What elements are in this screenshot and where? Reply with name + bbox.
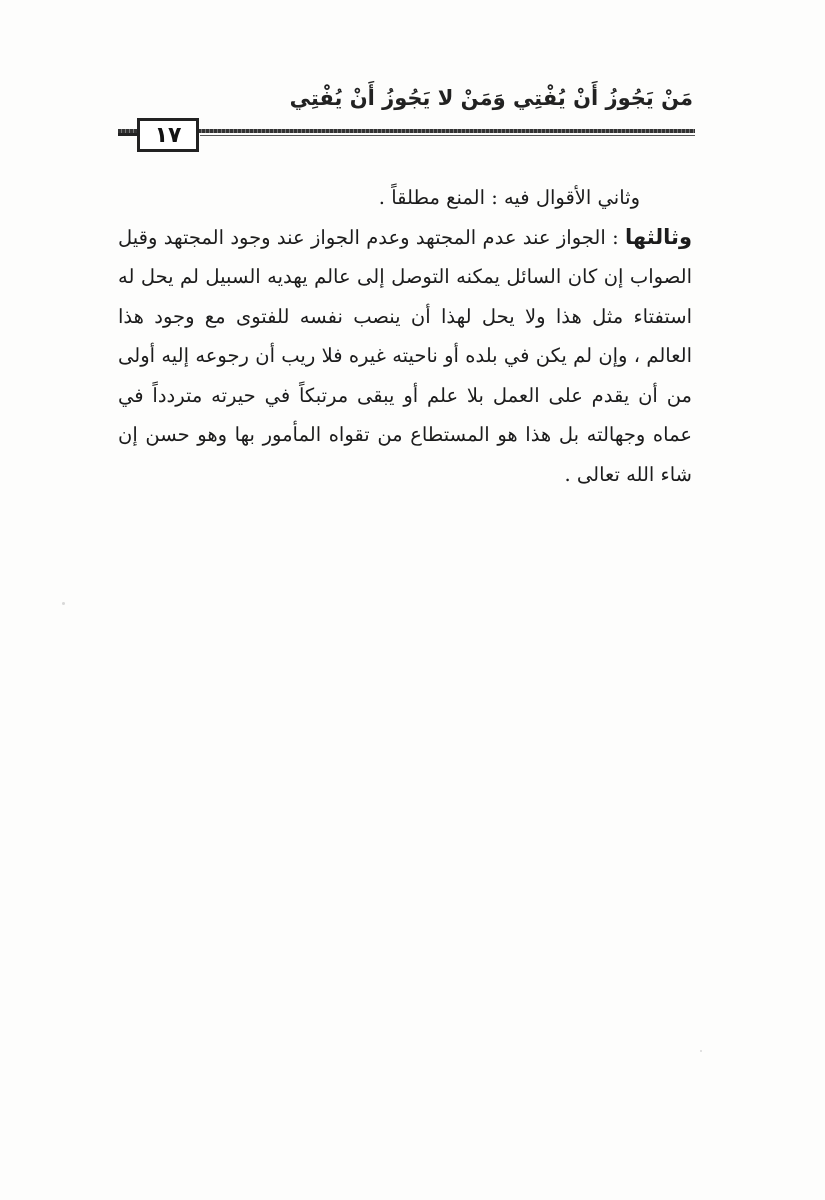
paragraph-lead-word: وثالثها	[624, 224, 692, 249]
scan-speck	[62, 602, 65, 605]
paragraph-body: : الجواز عند عدم المجتهد وعدم الجواز عند وجود المجتهد وقيل الصواب إن كان السائل يمكنه التوصل إلى عالم يهديه السبيل لم يحل له استفتاء مثل هذا ولا يحل لهذا أن ينصب نفسه للفتوى مع وجود هذا العالم ، وإن لم يكن في بلده أو ناحيته غيره فلا ريب أن رجوعه إليه أولى من أن يقدم على العمل بلا علم أو يبقى مرتبكاً في حيرته متردداً في عماه وجهالته بل هذا هو المستطاع من تقواه المأمور بها وهو حسن إن شاء الله تعالى .	[118, 225, 692, 486]
paragraph-second-opinion: وثاني الأقوال فيه : المنع مطلقاً .	[378, 186, 640, 209]
page-number-box	[137, 118, 199, 152]
paragraph-third-opinion	[118, 218, 692, 495]
header-rule	[118, 129, 695, 133]
header-rule-thin	[200, 135, 695, 136]
page-number: ١٧	[154, 122, 182, 148]
running-header-title: مَنْ يَجُوزُ أَنْ يُفْتِي وَمَنْ لا يَجُوزُ أَنْ يُفْتِي	[289, 86, 693, 110]
body-text	[118, 178, 692, 494]
scan-speck	[700, 1050, 702, 1052]
